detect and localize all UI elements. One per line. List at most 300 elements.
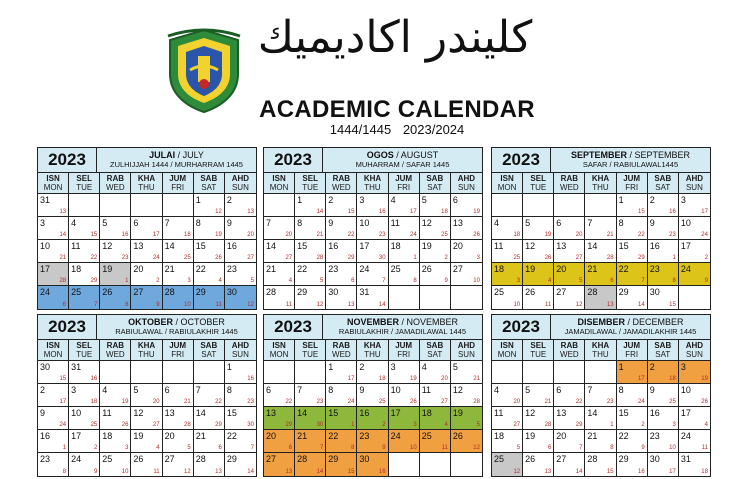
hijri-date: 15 — [347, 469, 355, 475]
month-name-english: NOVEMBER — [406, 317, 459, 327]
day-cell — [264, 240, 295, 263]
gregorian-date: 4 — [71, 218, 77, 228]
gregorian-date: 21 — [587, 264, 598, 274]
hijri-date: 28 — [184, 422, 191, 428]
gregorian-date: 28 — [297, 454, 308, 464]
day-cell — [451, 286, 482, 309]
gregorian-date: 21 — [587, 431, 598, 441]
day-cell — [295, 453, 326, 476]
gregorian-date: 28 — [587, 454, 598, 464]
day-cell — [38, 361, 69, 384]
hijri-date: 6 — [218, 445, 222, 451]
hijri-date: 14 — [638, 302, 645, 308]
hijri-date: 4 — [218, 278, 222, 284]
hijri-date: 18 — [90, 399, 98, 405]
day-cell — [38, 240, 69, 263]
day-cell — [679, 263, 710, 286]
hijri-date: 24 — [638, 399, 645, 405]
gregorian-date: 22 — [618, 431, 629, 441]
page-header — [0, 0, 743, 140]
hijri-date: 1 — [413, 255, 417, 261]
day-cell — [420, 407, 451, 430]
day-cell — [648, 407, 679, 430]
gregorian-date: 10 — [390, 385, 401, 395]
day-cell — [69, 453, 100, 476]
hijri-date: 22 — [215, 399, 222, 405]
hijri-date: 3 — [187, 278, 191, 284]
weekday-header: SEL TUE — [295, 173, 326, 194]
day-cell — [648, 453, 679, 476]
day-cell — [617, 361, 648, 384]
hijri-date: 5 — [319, 278, 324, 284]
gregorian-date: 22 — [297, 264, 308, 274]
weekday-header: ISN MON — [492, 173, 523, 194]
gregorian-date: 19 — [102, 264, 113, 274]
hijri-months: MUHARRAM / SAFAR 1445 — [355, 160, 450, 169]
gregorian-date: 29 — [195, 287, 206, 297]
hijri-date: 8 — [672, 278, 676, 284]
weekday-header: ISN MON — [38, 340, 69, 361]
hijri-date: 3 — [125, 445, 129, 451]
day-cell — [131, 263, 162, 286]
hijri-date: 15 — [638, 209, 645, 215]
day-grid — [38, 173, 256, 309]
day-cell — [648, 263, 679, 286]
hijri-date: 17 — [701, 209, 708, 215]
gregorian-date: 4 — [494, 385, 500, 395]
day-cell — [585, 286, 616, 309]
weekday-header: KHA THU — [131, 340, 162, 361]
weekday-header: KHA THU — [585, 340, 616, 361]
day-cell — [264, 194, 295, 217]
gregorian-date: 12 — [525, 241, 536, 251]
gregorian-date: 12 — [102, 241, 113, 251]
hijri-date: 25 — [90, 422, 98, 428]
gregorian-date: 12 — [525, 408, 536, 418]
day-cell — [617, 240, 648, 263]
gregorian-date: 24 — [390, 431, 401, 441]
weekday-header: JUM FRI — [389, 173, 420, 194]
gregorian-date: 15 — [618, 408, 629, 418]
hijri-date: 21 — [544, 399, 552, 405]
gregorian-date: 12 — [421, 218, 432, 228]
gregorian-date: 17 — [71, 431, 82, 441]
day-cell — [420, 286, 451, 309]
hijri-date: 24 — [701, 232, 708, 238]
day-cell — [225, 430, 256, 453]
day-cell — [523, 286, 554, 309]
day-cell — [523, 361, 554, 384]
gregorian-date: 3 — [680, 362, 686, 372]
gregorian-date: 15 — [328, 408, 339, 418]
hijri-date: 6 — [610, 278, 614, 284]
weekday-header: AHD SUN — [451, 173, 482, 194]
day-cell — [617, 286, 648, 309]
hijri-date: 10 — [669, 445, 676, 451]
gregorian-date: 5 — [525, 218, 531, 228]
day-cell — [648, 361, 679, 384]
day-cell — [617, 194, 648, 217]
hijri-date: 14 — [575, 469, 583, 475]
hijri-date: 30 — [247, 422, 254, 428]
month-name-english: SEPTEMBER — [634, 150, 691, 160]
gregorian-date: 14 — [164, 241, 175, 251]
day-cell — [420, 453, 451, 476]
hijri-date: 23 — [247, 399, 254, 405]
month-name: NOVEMBER / NOVEMBER — [346, 317, 459, 327]
day-cell — [194, 453, 225, 476]
day-cell — [326, 194, 357, 217]
hijri-date: 15 — [669, 302, 676, 308]
hijri-date: 14 — [59, 232, 67, 238]
hijri-date: 27 — [441, 399, 448, 405]
gregorian-date: 19 — [525, 264, 536, 274]
gregorian-date: 2 — [226, 195, 232, 205]
hijri-date: 4 — [156, 445, 160, 451]
month-name: SEPTEMBER / SEPTEMBER — [570, 150, 691, 160]
day-cell — [389, 453, 420, 476]
hijri-date: 18 — [441, 209, 448, 215]
day-cell — [38, 430, 69, 453]
gregorian-years: 2023/2024 — [402, 122, 465, 137]
day-cell — [225, 453, 256, 476]
weekday-header: SAB SAT — [420, 340, 451, 361]
hijri-date: 26 — [473, 232, 480, 238]
day-cell — [357, 217, 388, 240]
gregorian-date: 26 — [421, 264, 432, 274]
day-cell — [357, 286, 388, 309]
gregorian-date: 8 — [195, 218, 201, 228]
gregorian-date: 29 — [297, 287, 308, 297]
day-cell — [554, 453, 585, 476]
gregorian-date: 20 — [556, 431, 567, 441]
hijri-date: 16 — [247, 376, 254, 382]
gregorian-date: 27 — [266, 454, 277, 464]
weekday-header: RAB WED — [326, 340, 357, 361]
hijri-date: 8 — [610, 445, 614, 451]
gregorian-date: 26 — [133, 454, 144, 464]
day-cell — [585, 407, 616, 430]
day-cell — [69, 361, 100, 384]
day-cell — [492, 263, 523, 286]
day-cell — [69, 194, 100, 217]
gregorian-date: 14 — [297, 408, 308, 418]
day-cell — [451, 194, 482, 217]
month-calendar — [491, 147, 711, 310]
gregorian-date: 16 — [649, 408, 660, 418]
hijri-date: 23 — [669, 232, 676, 238]
day-cell — [225, 407, 256, 430]
hijri-date: 5 — [579, 278, 583, 284]
hijri-date: 8 — [413, 278, 417, 284]
hijri-date: 5 — [516, 445, 521, 451]
month-calendar — [491, 314, 711, 477]
day-grid — [492, 173, 710, 309]
day-cell — [194, 240, 225, 263]
day-cell — [357, 407, 388, 430]
day-cell — [264, 407, 295, 430]
month-title-block — [323, 315, 482, 339]
hijri-date: 18 — [378, 376, 386, 382]
hijri-date: 19 — [215, 232, 222, 238]
gregorian-date: 13 — [556, 241, 567, 251]
weekday-header: RAB WED — [326, 173, 357, 194]
gregorian-date: 24 — [71, 454, 82, 464]
hijri-date: 23 — [316, 399, 324, 405]
day-cell — [554, 384, 585, 407]
weekday-header: SAB SAT — [194, 340, 225, 361]
gregorian-date: 6 — [452, 195, 458, 205]
hijri-date: 29 — [215, 422, 222, 428]
hijri-months: ZULHIJJAH 1444 / MURHARRAM 1445 — [110, 160, 243, 169]
gregorian-date: 6 — [556, 218, 562, 228]
day-cell — [357, 384, 388, 407]
gregorian-date: 30 — [649, 287, 660, 297]
day-cell — [420, 361, 451, 384]
day-cell — [451, 217, 482, 240]
hijri-date: 7 — [93, 302, 98, 308]
day-cell — [420, 240, 451, 263]
weekday-header: KHA THU — [357, 340, 388, 361]
gregorian-date: 6 — [556, 385, 562, 395]
day-cell — [194, 407, 225, 430]
month-header — [492, 315, 710, 340]
weekday-header: AHD SUN — [679, 340, 710, 361]
hijri-date: 11 — [545, 302, 552, 308]
page-title: ACADEMIC CALENDAR — [259, 96, 535, 123]
day-cell — [451, 453, 482, 476]
month-calendar — [263, 314, 483, 477]
gregorian-date: 2 — [649, 195, 655, 205]
hijri-date: 12 — [473, 445, 480, 451]
gregorian-date: 28 — [266, 287, 277, 297]
gregorian-date: 16 — [40, 431, 51, 441]
gregorian-date: 1 — [297, 195, 303, 205]
weekday-header: RAB WED — [554, 173, 585, 194]
day-cell — [326, 430, 357, 453]
day-cell — [100, 453, 131, 476]
gregorian-date: 28 — [587, 287, 598, 297]
hijri-date: 24 — [347, 399, 355, 405]
gregorian-date: 25 — [494, 454, 505, 464]
gregorian-date: 16 — [359, 408, 370, 418]
day-cell — [69, 263, 100, 286]
hijri-date: 22 — [638, 232, 645, 238]
gregorian-date: 8 — [618, 385, 624, 395]
weekday-header: ISN MON — [38, 173, 69, 194]
hijri-date: 30 — [316, 422, 324, 428]
gregorian-date: 17 — [680, 408, 691, 418]
day-cell — [295, 286, 326, 309]
day-cell — [679, 430, 710, 453]
hijri-date: 9 — [382, 445, 386, 451]
day-cell — [264, 286, 295, 309]
gregorian-date: 7 — [164, 218, 170, 228]
weekday-header: SAB SAT — [420, 173, 451, 194]
gregorian-date: 19 — [452, 408, 463, 418]
day-cell — [648, 286, 679, 309]
hijri-date: 4 — [704, 422, 708, 428]
month-name-malay: OKTOBER — [128, 317, 173, 327]
hijri-date: 13 — [59, 209, 67, 215]
hijri-date: 11 — [285, 302, 293, 308]
gregorian-date: 9 — [226, 218, 232, 228]
month-header — [492, 148, 710, 173]
hijri-date: 24 — [152, 255, 160, 261]
hijri-date: 4 — [288, 278, 293, 284]
gregorian-date: 2 — [359, 362, 365, 372]
hijri-date: 25 — [669, 399, 676, 405]
hijri-date: 21 — [473, 376, 480, 382]
month-name-malay: DISEMBER — [577, 317, 625, 327]
hijri-date: 17 — [638, 376, 645, 382]
day-cell — [69, 240, 100, 263]
gregorian-date: 25 — [421, 431, 432, 441]
hijri-date: 27 — [152, 422, 160, 428]
hijri-date: 8 — [125, 302, 129, 308]
hijri-date: 16 — [378, 209, 386, 215]
hijri-date: 1 — [672, 255, 676, 261]
weekday-header: KHA THU — [131, 173, 162, 194]
gregorian-date: 31 — [71, 362, 82, 372]
hijri-date: 17 — [347, 376, 355, 382]
hijri-months: RABIULAWAL / RABIULAKHIR 1445 — [115, 327, 238, 336]
day-cell — [523, 453, 554, 476]
gregorian-date: 16 — [328, 241, 339, 251]
hijri-date: 21 — [316, 232, 324, 238]
gregorian-date: 18 — [390, 241, 401, 251]
day-cell — [492, 217, 523, 240]
gregorian-date: 20 — [266, 431, 277, 441]
gregorian-date: 7 — [195, 385, 201, 395]
gregorian-date: 30 — [649, 454, 660, 464]
day-cell — [131, 430, 162, 453]
hijri-date: 20 — [441, 376, 448, 382]
day-cell — [295, 217, 326, 240]
day-cell — [100, 194, 131, 217]
hijri-date: 2 — [93, 445, 98, 451]
gregorian-date: 31 — [40, 195, 51, 205]
gregorian-date: 11 — [390, 218, 400, 228]
day-cell — [264, 384, 295, 407]
day-cell — [492, 361, 523, 384]
gregorian-date: 21 — [297, 431, 308, 441]
hijri-date: 23 — [121, 255, 129, 261]
hijri-date: 16 — [90, 376, 98, 382]
hijri-date: 4 — [444, 422, 448, 428]
gregorian-date: 6 — [164, 385, 170, 395]
gregorian-date: 6 — [266, 385, 272, 395]
gregorian-date: 5 — [133, 385, 139, 395]
hijri-date: 15 — [606, 469, 614, 475]
gregorian-date: 2 — [328, 195, 334, 205]
day-cell — [585, 430, 616, 453]
hijri-years: 1444/1445 — [329, 122, 392, 137]
gregorian-date: 16 — [226, 241, 237, 251]
hijri-date: 19 — [544, 232, 552, 238]
weekday-header: JUM FRI — [163, 340, 194, 361]
hijri-date: 13 — [285, 469, 293, 475]
weekday-header: AHD SUN — [225, 340, 256, 361]
gregorian-date: 21 — [266, 264, 277, 274]
day-cell — [554, 407, 585, 430]
day-cell — [69, 286, 100, 309]
hijri-date: 27 — [575, 255, 583, 261]
day-cell — [163, 194, 194, 217]
hijri-date: 24 — [410, 232, 417, 238]
weekday-header: RAB WED — [100, 173, 131, 194]
gregorian-date: 31 — [680, 454, 691, 464]
day-cell — [163, 361, 194, 384]
hijri-date: 9 — [93, 469, 98, 475]
gregorian-date: 4 — [421, 362, 427, 372]
gregorian-date: 18 — [421, 408, 432, 418]
month-header — [38, 148, 256, 173]
hijri-date: 7 — [250, 445, 254, 451]
weekday-header: JUM FRI — [617, 340, 648, 361]
gregorian-date: 27 — [164, 454, 175, 464]
day-cell — [295, 407, 326, 430]
hijri-date: 29 — [347, 255, 355, 261]
gregorian-date: 7 — [587, 385, 593, 395]
gregorian-date: 2 — [649, 362, 655, 372]
day-cell — [194, 384, 225, 407]
calendar-year: 2023 — [264, 315, 323, 339]
weekday-header: RAB WED — [100, 340, 131, 361]
gregorian-date: 10 — [359, 218, 370, 228]
gregorian-date: 11 — [102, 408, 112, 418]
academic-years — [252, 122, 542, 137]
month-name-english: JULY — [182, 150, 204, 160]
day-cell — [163, 407, 194, 430]
gregorian-date: 3 — [390, 362, 396, 372]
gregorian-date: 5 — [421, 195, 427, 205]
hijri-date: 2 — [156, 278, 160, 284]
month-name-malay: SEPTEMBER — [570, 150, 627, 160]
hijri-date: 20 — [285, 232, 293, 238]
hijri-date: 26 — [701, 399, 708, 405]
hijri-date: 17 — [152, 232, 160, 238]
month-name-english: AUGUST — [400, 150, 439, 160]
hijri-date: 1 — [125, 278, 129, 284]
gregorian-date: 18 — [102, 431, 113, 441]
day-cell — [194, 194, 225, 217]
day-cell — [100, 361, 131, 384]
day-cell — [554, 194, 585, 217]
gregorian-date: 3 — [40, 218, 46, 228]
gregorian-date: 11 — [494, 241, 504, 251]
hijri-date: 22 — [347, 232, 355, 238]
weekday-header: ISN MON — [264, 340, 295, 361]
day-cell — [357, 263, 388, 286]
gregorian-date: 11 — [421, 385, 432, 395]
day-cell — [163, 430, 194, 453]
hijri-date: 24 — [59, 422, 67, 428]
day-cell — [451, 361, 482, 384]
month-name-english: DECEMBER — [632, 317, 684, 327]
gregorian-date: 25 — [102, 454, 113, 464]
day-cell — [163, 217, 194, 240]
hijri-date: 10 — [184, 302, 191, 308]
gregorian-date: 28 — [164, 287, 175, 297]
gregorian-date: 8 — [226, 385, 232, 395]
hijri-date: 9 — [641, 445, 645, 451]
day-cell — [523, 217, 554, 240]
day-cell — [326, 263, 357, 286]
hijri-date: 26 — [410, 399, 417, 405]
weekday-header: AHD SUN — [225, 173, 256, 194]
day-cell — [264, 217, 295, 240]
